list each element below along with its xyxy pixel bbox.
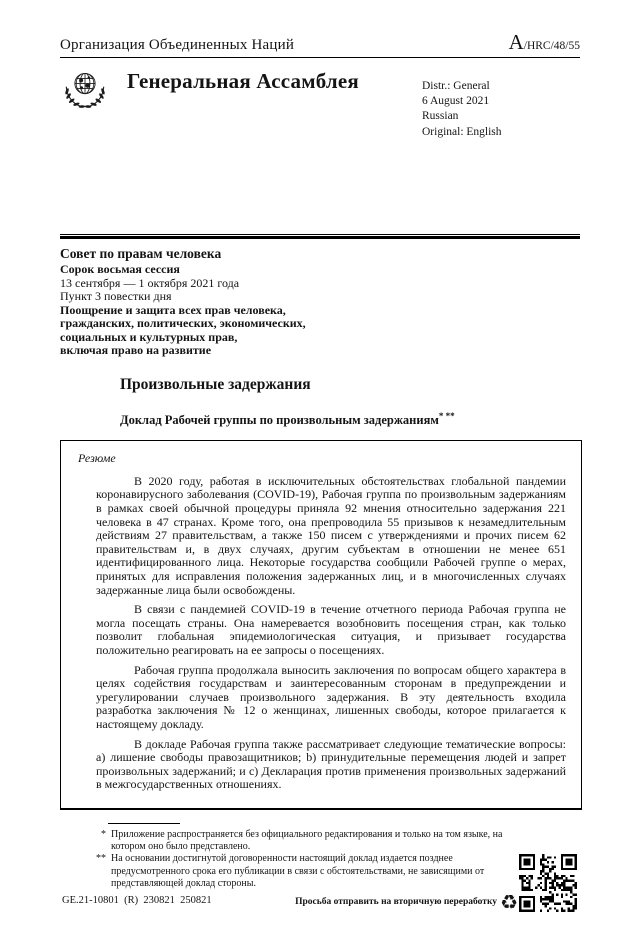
summary-paragraph: В связи с пандемией COVID-19 в течение отчетного периода Рабочая группа не могла посещать страны. Она намеревается возобновить посещения стран, как только позволит глобальная эпидемиологическая ситуация, и призывает государства положительно реагировать на ее запросы о посещениях. — [96, 602, 566, 657]
distribution-line: Distr.: General — [422, 80, 490, 92]
agenda-title-line: включая право на развитие — [60, 343, 212, 358]
report-subtitle — [120, 411, 580, 428]
footnote-mark: * — [101, 828, 106, 840]
assembly-title: Генеральная Ассамблея — [127, 69, 359, 93]
summary-paragraph: В 2020 году, работая в исключительных обстоятельствах глобальной пандемии коронавирусного заболевания (COVID-19), Рабочая группа по произвольным задержаниям в рамках своей обычной процедуры приняла 92 мнения относительно задержания 221 человека в 47 странах. Кроме того, она препроводила 55 призывов к незамедлительным действиям 27 правительствам, а также 150 писем с утверждениями и прочих писем 62 правительствам и, в двух случаях, другим субъектам в отношении не менее 651 идентифицированного лица. Некоторые государства сообщили Рабочей группе о мерах, принятых для исправления положения задержанных лиц, и в многочисленных случаях задержанные лица были освобождены. — [96, 473, 566, 597]
agenda-item: Пункт 3 повестки дня — [60, 289, 172, 304]
recycle-text: Просьба отправить на вторичную переработку — [295, 897, 498, 907]
agenda-title-line: гражданских, политических, экономических, — [60, 316, 306, 331]
session-name: Сорок восьмая сессия — [60, 262, 180, 277]
footnote-text: На основании достигнутой договоренности настоящий доклад издается позднее предусмотренного срока его публикации в связи с обстоятельствами, не зависящими от представляющей доклад стороны. — [111, 853, 485, 889]
original-language-line: Original: English — [422, 125, 502, 138]
qr-code — [519, 854, 577, 912]
date-line: 6 August 2021 — [422, 95, 490, 108]
footnote-mark: ** — [96, 853, 106, 865]
agenda-title-line: социальных и культурных прав, — [60, 329, 238, 344]
agenda-title-line: Поощрение и защита всех прав человека, — [60, 302, 286, 317]
summary-paragraph: В докладе Рабочая группа также рассматривает следующие тематические вопросы: a) лишение свободы правозащитников; b) принудительные перемещения людей и запрет произвольных задержаний; и c) Декларация против применения произвольных задержаний в межгосударственных отношениях. — [96, 736, 566, 792]
masthead-topline — [60, 32, 580, 58]
footnote-reference-marks: * ** — [438, 410, 455, 421]
language-line: Russian — [422, 110, 459, 123]
summary-heading: Резюме — [78, 450, 116, 465]
document-page — [0, 32, 640, 937]
report-subtitle-text: Доклад Рабочей группы по произвольным задержаниям — [120, 412, 439, 427]
distribution-block — [422, 79, 580, 140]
section-divider — [60, 234, 580, 239]
un-emblem-icon — [60, 65, 110, 113]
session-block — [60, 247, 580, 358]
document-symbol-prefix: A — [508, 30, 524, 54]
report-page — [0, 32, 640, 890]
masthead — [60, 65, 580, 140]
summary-box — [60, 440, 582, 810]
footnote — [90, 853, 580, 890]
document-number: GE.21-10801 (R) 230821 250821 — [62, 895, 212, 906]
document-symbol — [509, 32, 580, 54]
report-title: Произвольные задержания — [120, 375, 311, 393]
recycle-notice — [295, 892, 518, 912]
organization-name: Организация Объединенных Наций — [60, 37, 295, 53]
footnote-text: Приложение распространяется без официального редактирования и только на том языке, на котором оно было представлено. — [111, 828, 503, 853]
footnote-separator — [108, 823, 180, 824]
recycle-icon: ♻ — [500, 890, 518, 914]
footnotes-section — [60, 823, 580, 890]
council-name: Совет по правам человека — [60, 245, 222, 261]
summary-paragraph: Рабочая группа продолжала выносить заключения по вопросам общего характера в целях содействия государствам и заинтересованным сторонам в предупреждении и урегулировании случаев произвольного задержания. В эту деятельность входила разработка заключения № 12 о женщинах, лишенных свободы, которое прилагается к настоящему докладу. — [96, 662, 566, 731]
document-symbol-suffix: /HRC/48/55 — [523, 40, 580, 52]
session-dates: 13 сентября — 1 октября 2021 года — [60, 275, 240, 290]
footnote — [90, 829, 580, 853]
